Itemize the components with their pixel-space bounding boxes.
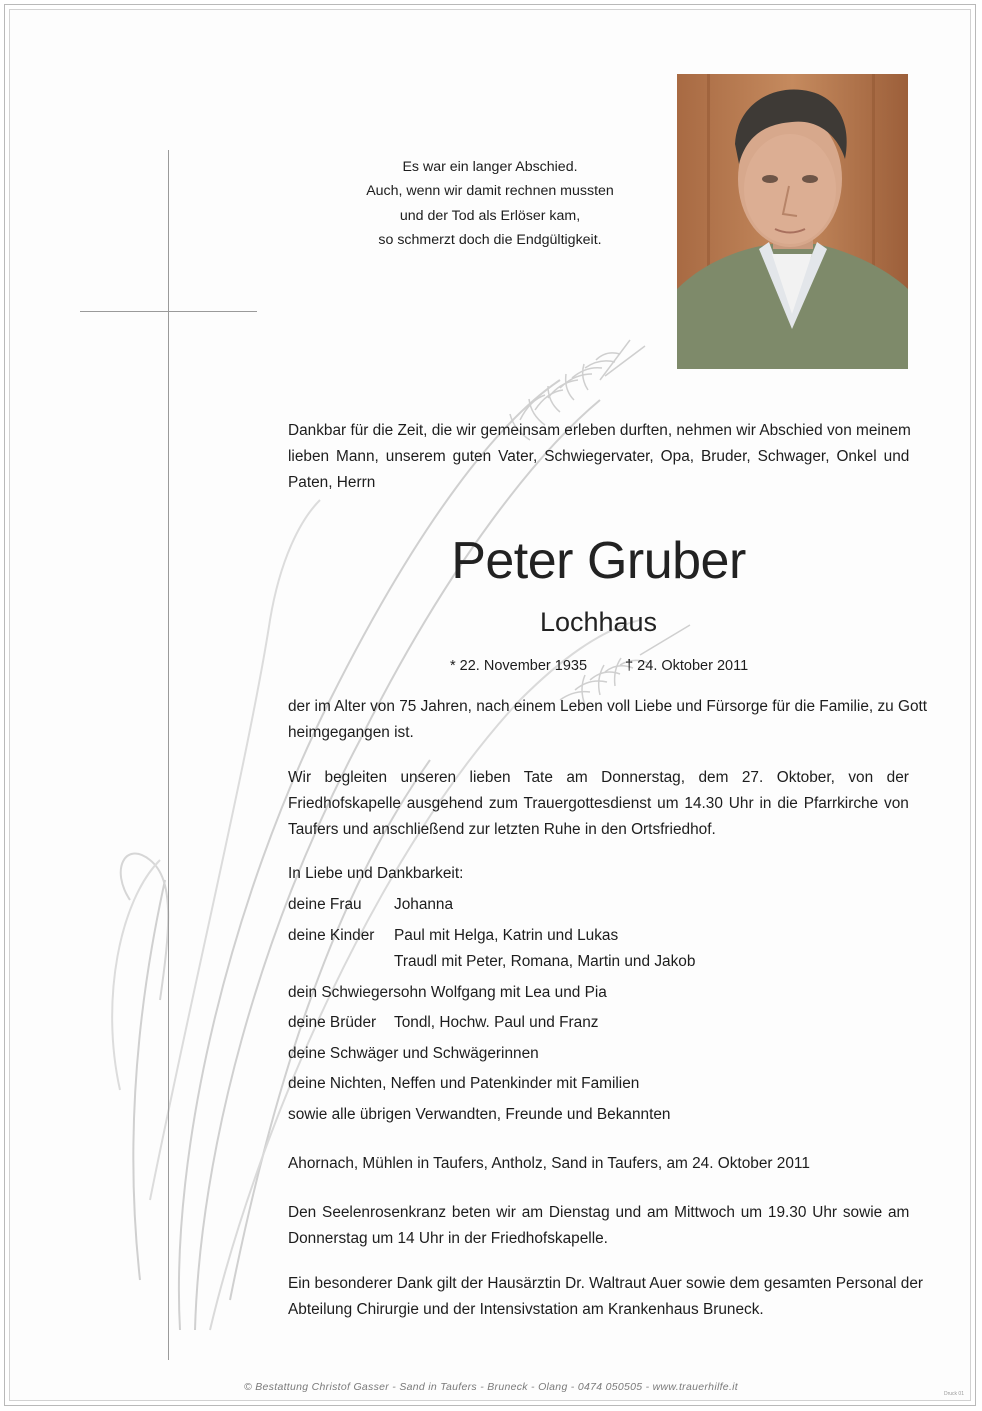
portrait-photo: [677, 74, 908, 369]
memorial-quote: [300, 155, 680, 252]
mourner-row: [288, 893, 453, 917]
birth-date: * 22. November 1935: [450, 658, 588, 674]
cross-vertical-line: [168, 150, 169, 1360]
intro-line: lieben Mann, unserem guten Vater, Schwiegervater, Opa, Bruder, Schwager, Onkel und: [288, 448, 910, 465]
funeral-paragraph: [288, 765, 909, 843]
mourner-row: sowie alle übrigen Verwandten, Freunde und Bekannten: [288, 1106, 671, 1123]
death-date: † 24. Oktober 2011: [625, 658, 749, 674]
intro-line: Paten, Herrn: [288, 474, 376, 491]
rosary-line: Den Seelenrosenkranz beten wir am Dienstag und am Mittwoch um 19.30 Uhr sowie am: [288, 1204, 910, 1221]
mourner-role: deine Kinder: [288, 927, 375, 944]
deceased-place: Lochhaus: [539, 607, 658, 637]
rosary-paragraph: [288, 1200, 909, 1252]
mourner-names: Paul mit Helga, Katrin und Lukas: [394, 927, 619, 944]
mourner-names: Tondl, Hochw. Paul und Franz: [394, 1014, 599, 1031]
thanks-paragraph: [288, 1271, 924, 1323]
location-date: Ahornach, Mühlen in Taufers, Antholz, Sand in Taufers, am 24. Oktober 2011: [288, 1155, 810, 1172]
intro-line: Dankbar für die Zeit, die wir gemeinsam erleben durften, nehmen wir Abschied von meinem: [288, 422, 911, 439]
intro-paragraph: [288, 418, 909, 496]
mourner-names: Johanna: [394, 896, 454, 913]
mourner-row: [288, 950, 695, 974]
life-dates: [450, 656, 748, 676]
mourner-role: deine Frau: [288, 896, 362, 913]
age-line: der im Alter von 75 Jahren, nach einem Leben voll Liebe und Fürsorge für die Familie, zu Gott: [288, 698, 928, 715]
thanks-line: Abteilung Chirurgie und der Intensivstation am Krankenhaus Bruneck.: [288, 1301, 764, 1318]
cross-horizontal-line: [80, 311, 257, 312]
deceased-name: Peter Gruber: [451, 532, 746, 590]
quote-line: Es war ein langer Abschied.: [402, 159, 578, 175]
funeral-line: Wir begleiten unseren lieben Tate am Donnerstag, dem 27. Oktober, von der: [288, 769, 909, 786]
quote-line: Auch, wenn wir damit rechnen mussten: [366, 183, 614, 200]
footer-credit: © Bestattung Christof Gasser - Sand in Taufers - Bruneck - Olang - 0474 050505 - www.trauerhilfe.it: [243, 1381, 739, 1393]
funeral-line: Friedhofskapelle ausgehend zum Trauergottesdienst um 14.30 Uhr in die Pfarrkirche von: [288, 795, 909, 812]
mourner-row: dein Schwiegersohn Wolfgang mit Lea und Pia: [288, 984, 607, 1001]
age-paragraph: [288, 694, 928, 746]
quote-line: so schmerzt doch die Endgültigkeit.: [378, 231, 602, 248]
age-line: heimgegangen ist.: [288, 724, 414, 741]
funeral-line: Taufers und anschließend zur letzten Ruhe in den Ortsfriedhof.: [288, 821, 716, 838]
print-mark: Druck 01: [943, 1391, 964, 1397]
mourner-role: deine Brüder: [288, 1014, 377, 1031]
mourners-intro: In Liebe und Dankbarkeit:: [288, 865, 464, 882]
quote-line: und der Tod als Erlöser kam,: [399, 207, 581, 224]
mourner-row: deine Schwäger und Schwägerinnen: [288, 1045, 539, 1062]
mourner-row: [288, 924, 618, 948]
mourner-names: Traudl mit Peter, Romana, Martin und Jakob: [394, 953, 696, 970]
mourner-row: [288, 1011, 598, 1035]
rosary-line: Donnerstag um 14 Uhr in der Friedhofskapelle.: [288, 1230, 608, 1247]
thanks-line: Ein besonderer Dank gilt der Hausärztin Dr. Waltraut Auer sowie dem gesamten Personal der: [288, 1275, 924, 1292]
mourner-row: deine Nichten, Neffen und Patenkinder mit Familien: [288, 1075, 640, 1092]
